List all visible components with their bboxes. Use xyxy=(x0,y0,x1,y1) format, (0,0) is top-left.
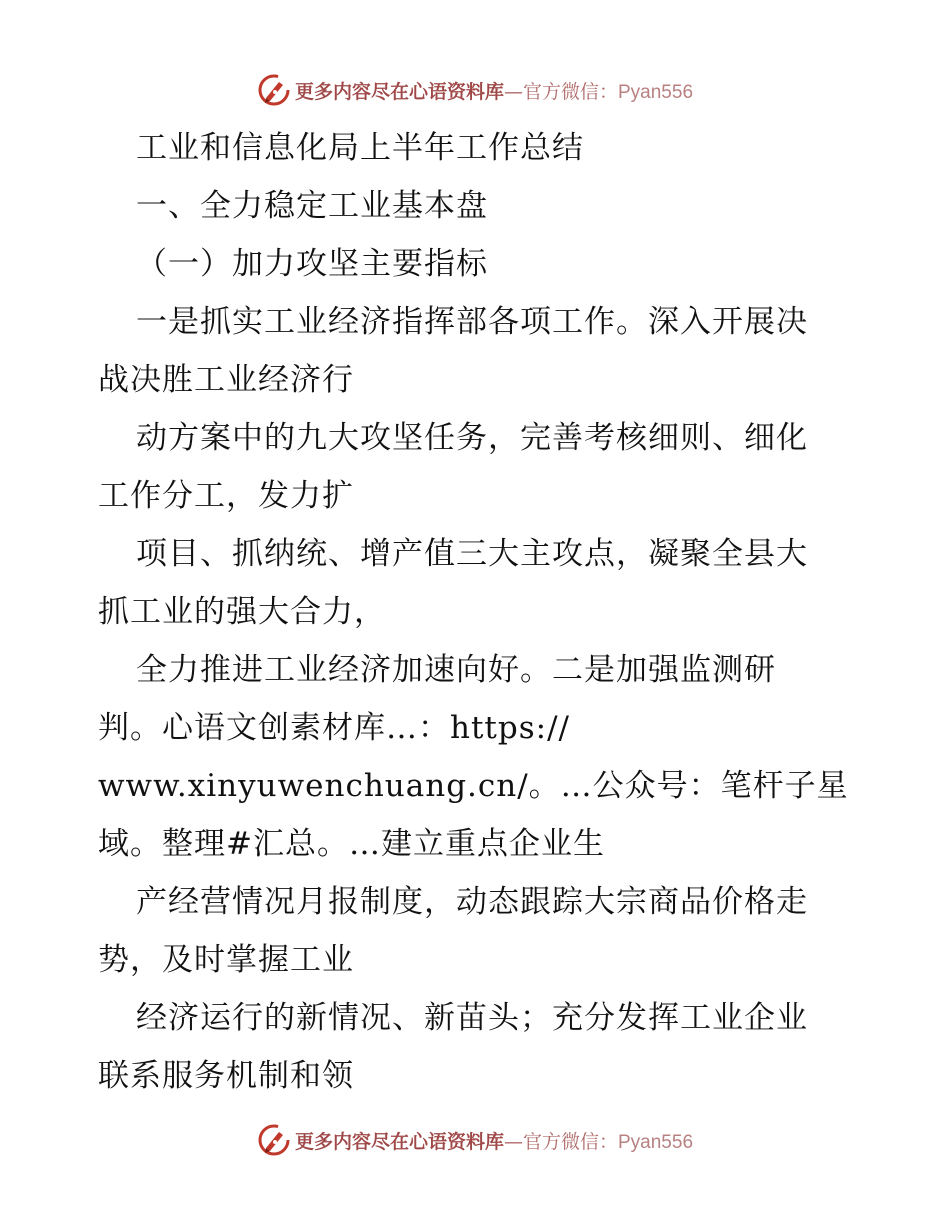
doc-title: 工业和信息化局上半年工作总结 xyxy=(136,130,584,166)
section-heading-1: 一、全力稳定工业基本盘 xyxy=(136,188,488,224)
banner-separator: — xyxy=(503,1130,523,1153)
pen-logo-icon xyxy=(257,1123,291,1157)
paragraph-line: 动方案中的九大攻坚任务，完善考核细则、细化 xyxy=(136,420,808,456)
paragraph-line: 工作分工，发力扩 xyxy=(98,478,354,514)
paragraph-line: 判。心语文创素材库…：https:// xyxy=(98,710,570,746)
document-body xyxy=(98,119,858,1105)
paragraph-line: 一是抓实工业经济指挥部各项工作。深入开展决 xyxy=(136,304,808,340)
paragraph-line: 项目、抓纳统、增产值三大主攻点，凝聚全县大 xyxy=(136,536,808,572)
banner-wechat-id: Pyan556 xyxy=(618,81,694,103)
paragraph-line: 全力推进工业经济加速向好。二是加强监测研 xyxy=(136,652,776,688)
paragraph-line: 联系服务机制和领 xyxy=(98,1058,354,1094)
banner-wechat-label: 官方微信： xyxy=(522,1130,618,1153)
banner-wechat-id: Pyan556 xyxy=(618,1131,694,1153)
paragraph-line: 战决胜工业经济行 xyxy=(98,362,354,398)
footer-banner xyxy=(0,1120,950,1160)
header-banner xyxy=(0,70,950,110)
paragraph-line: 域。整理#汇总。…建立重点企业生 xyxy=(98,826,605,862)
paragraph-line: 势，及时掌握工业 xyxy=(98,942,354,978)
banner-wechat-label: 官方微信： xyxy=(522,80,618,103)
banner-main-text: 更多内容尽在心语资料库 xyxy=(294,1130,504,1153)
banner-separator: — xyxy=(503,80,523,103)
banner-text xyxy=(295,1127,693,1154)
paragraph-line: 抓工业的强大合力， xyxy=(98,594,386,630)
paragraph-line: 产经营情况月报制度，动态跟踪大宗商品价格走 xyxy=(136,884,808,920)
banner-main-text: 更多内容尽在心语资料库 xyxy=(294,80,504,103)
pen-logo-icon xyxy=(257,73,291,107)
paragraph-line: 经济运行的新情况、新苗头；充分发挥工业企业 xyxy=(136,1000,808,1036)
subsection-heading-1: （一）加力攻坚主要指标 xyxy=(136,246,488,282)
paragraph-line-url: www.xinyuwenchuang.cn/。…公众号：笔杆子星 xyxy=(98,768,849,804)
banner-text xyxy=(295,77,693,104)
